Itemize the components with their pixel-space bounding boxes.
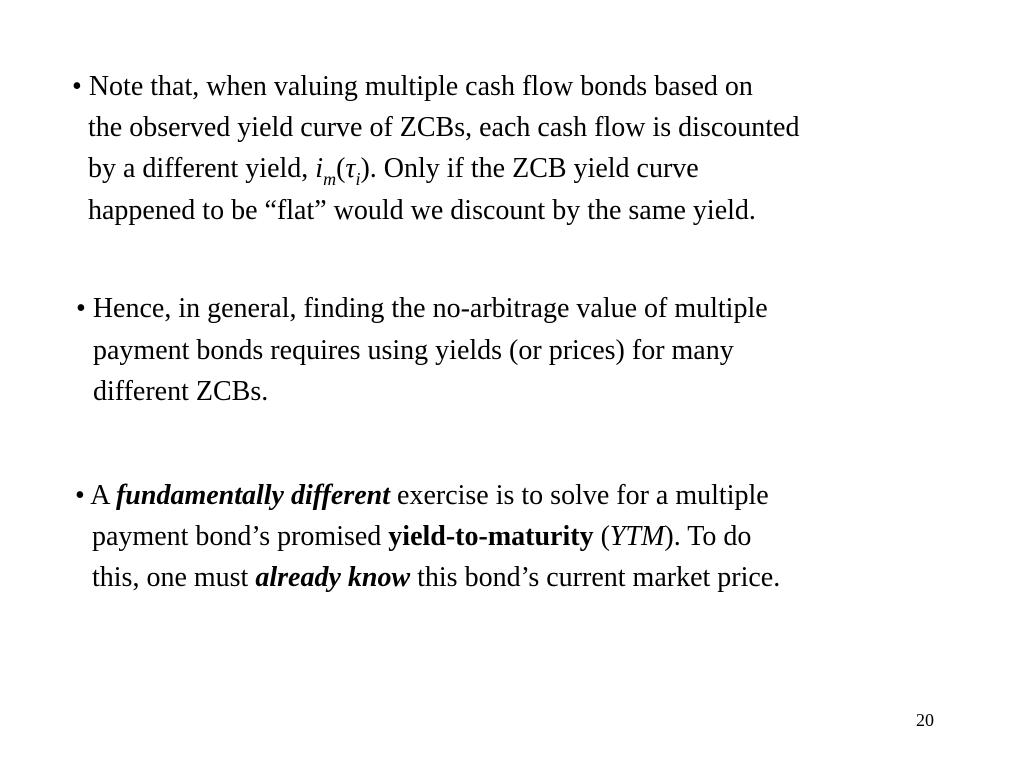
bullet-3-text-1b: exercise is to solve for a multiple — [390, 480, 769, 511]
bullet-2-line-1 — [76, 293, 768, 325]
bullet-3-text-2b: ( — [593, 521, 610, 552]
bullet-1-line-2: the observed yield curve of ZCBs, each cash flow is discounted — [88, 112, 800, 143]
bullet-1-text-3b: ). Only if the ZCB yield curve — [360, 153, 699, 184]
math-i: i — [315, 153, 324, 184]
bullet-3-text-2a: payment bond’s promised — [92, 521, 389, 552]
bullet-3-text-1a: A — [90, 480, 116, 511]
bullet-2-line-2: payment bonds requires using yields (or prices) for many — [93, 335, 734, 366]
emphasis-fundamentally-different: fundamentally different — [115, 480, 391, 511]
bullet-1-text-3a: by a different yield, — [88, 153, 316, 184]
bullet-1-line-4: happened to be “flat” would we discount by the same yield. — [88, 195, 756, 226]
bullet-3-line-2 — [92, 521, 751, 553]
bullet-marker: • — [75, 480, 85, 511]
emphasis-yield-to-maturity: yield-to-maturity — [388, 521, 594, 552]
emphasis-already-know: already know — [255, 562, 411, 593]
emphasis-ytm: YTM — [609, 521, 665, 552]
bullet-1-line-3 — [88, 153, 699, 187]
math-subscript-i: i — [355, 169, 361, 189]
bullet-2-text-1: Hence, in general, finding the no-arbitrage value of multiple — [92, 293, 768, 324]
math-paren-open: ( — [336, 153, 346, 184]
bullet-3-line-3 — [92, 562, 780, 594]
bullet-1-line-1 — [72, 71, 753, 103]
bullet-3-text-3b: this bond’s current market price. — [410, 562, 781, 593]
page-number: 20 — [916, 710, 934, 730]
bullet-3-line-1 — [75, 480, 769, 512]
math-subscript-m: m — [323, 169, 337, 189]
bullet-marker: • — [76, 293, 86, 324]
math-tau: τ — [345, 153, 356, 184]
bullet-2-line-3: different ZCBs. — [93, 376, 269, 407]
bullet-1-text-1: Note that, when valuing multiple cash flow bonds based on — [88, 71, 753, 102]
bullet-marker: • — [72, 71, 82, 102]
bullet-3-text-3a: this, one must — [92, 562, 256, 593]
bullet-3-text-2c: ). To do — [664, 521, 752, 552]
